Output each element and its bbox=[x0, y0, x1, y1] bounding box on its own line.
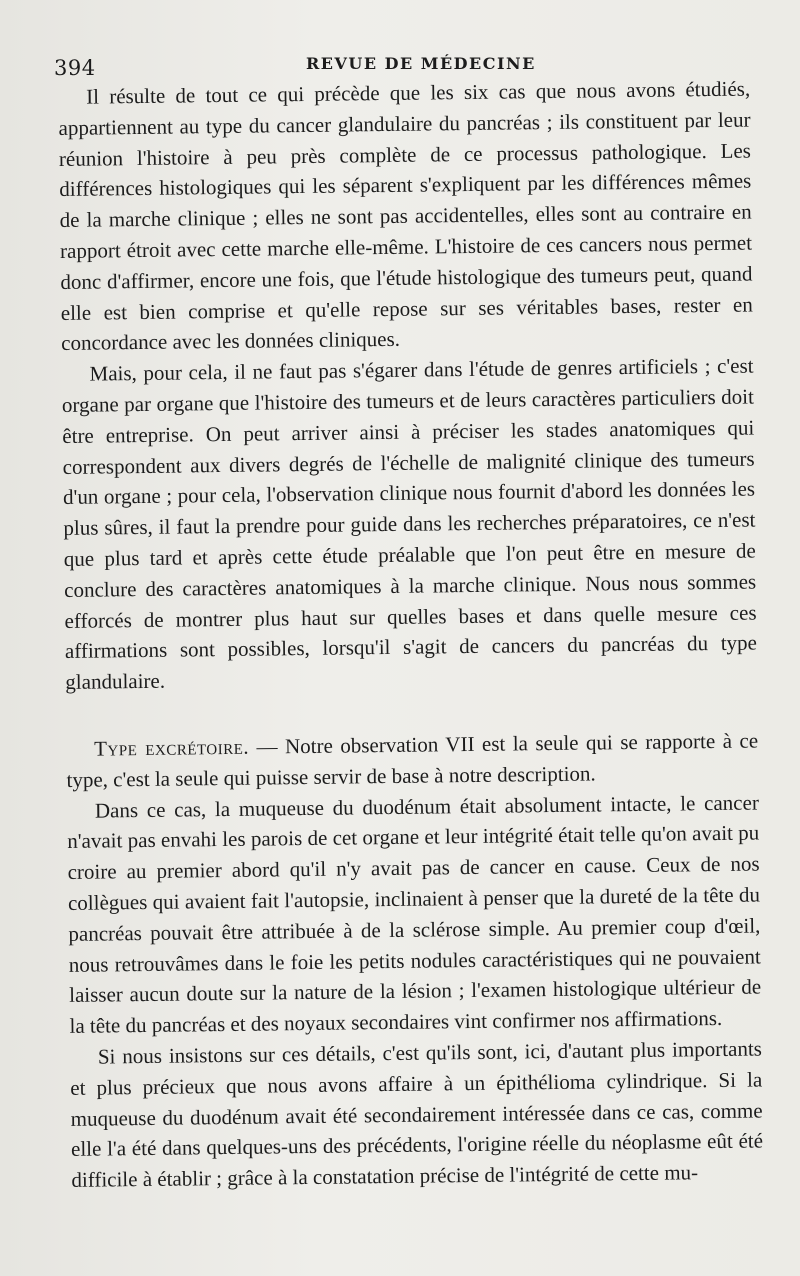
section-heading: Type excrétoire. bbox=[93, 734, 250, 761]
paragraph: Dans ce cas, la muqueuse du duodénum était absolument intacte, le cancer n'avait pas envahi les parois de cet organe et leur intégrité était telle qu'on avait pu croire au premier abord qu'il n'y avait pas de cancer en cause. Ceux de nos collègues qui avaient fait l'autopsie, inclinaient à penser que la dureté de la tête du pancréas pouvait être attribuée à de la sclérose simple. Au premier coup d'œil, nous retrouvâmes dans le foie les petits nodules caractéristiques qui ne pouvaient laisser aucun doute sur la nature de la lésion ; l'examen histologique ultérieur de la tête du pancréas et des noyaux secondaires vint confirmer nos affirmations. bbox=[67, 790, 762, 1039]
paragraph: Si nous insistons sur ces détails, c'est qu'ils sont, ici, d'autant plus importants et plus précieux que nous avons affaire à un épithélioma cylindrique. Si la muqueuse du duodénum avait été secondairement intéressée dans ce cas, comme elle l'a été dans quelques-uns des précédents, l'origine réelle du néoplasme eût été difficile à établir ; grâce à la constatation précise de l'intégrité de cette mu- bbox=[70, 1036, 764, 1193]
section-lead-text: — Notre observation VII est la seule qui se rapporte à ce type, c'est la seule qui puisse servir de base à notre description. bbox=[66, 728, 759, 792]
paragraph: Il résulte de tout ce qui précède que les six cas que nous avons étudiés, appartiennent au type du cancer glandulaire du pancréas ; ils constituent par leur réunion l'histoire à peu près complète de ce processus pathologique. Les différences histologiques qui les séparent s'expliquent par les différences mêmes de la marche clinique ; elles ne sont pas accidentelles, elles sont au contraire en rapport étroit avec cette marche elle-même. L'histoire de ces cancers nous permet donc d'affirmer, encore une fois, que l'étude histologique des tumeurs peut, quand elle est bien comprise et qu'elle repose sur ses véritables bases, rester en concordance avec les données cliniques. bbox=[58, 76, 753, 356]
page-number: 394 bbox=[54, 56, 96, 80]
body-text bbox=[58, 74, 764, 1196]
section-paragraph bbox=[66, 725, 759, 795]
running-head: REVUE DE MÉDECINE bbox=[306, 54, 536, 73]
paragraph: Mais, pour cela, il ne faut pas s'égarer dans l'étude de genres artificiels ; c'est organe par organe que l'histoire des tumeurs et de leurs caractères particuliers doit être entreprise. On peut arriver ainsi à préciser les stades anatomiques qui correspondent aux divers degrés de l'échelle de malignité clinique des tumeurs d'un organe ; pour cela, l'observation clinique nous fournit d'abord les données les plus sûres, il faut la prendre pour guide dans les recherches préparatoires, ce n'est que plus tard et après cette étude préalable que l'on peut être en mesure de conclure des caractères anatomiques à la marche clinique. Nous nous sommes efforcés de montrer plus haut sur quelles bases et dans quelle mesure ces affirmations sont possibles, lorsqu'il s'agit de cancers du pancréas du type glandulaire. bbox=[61, 353, 758, 695]
